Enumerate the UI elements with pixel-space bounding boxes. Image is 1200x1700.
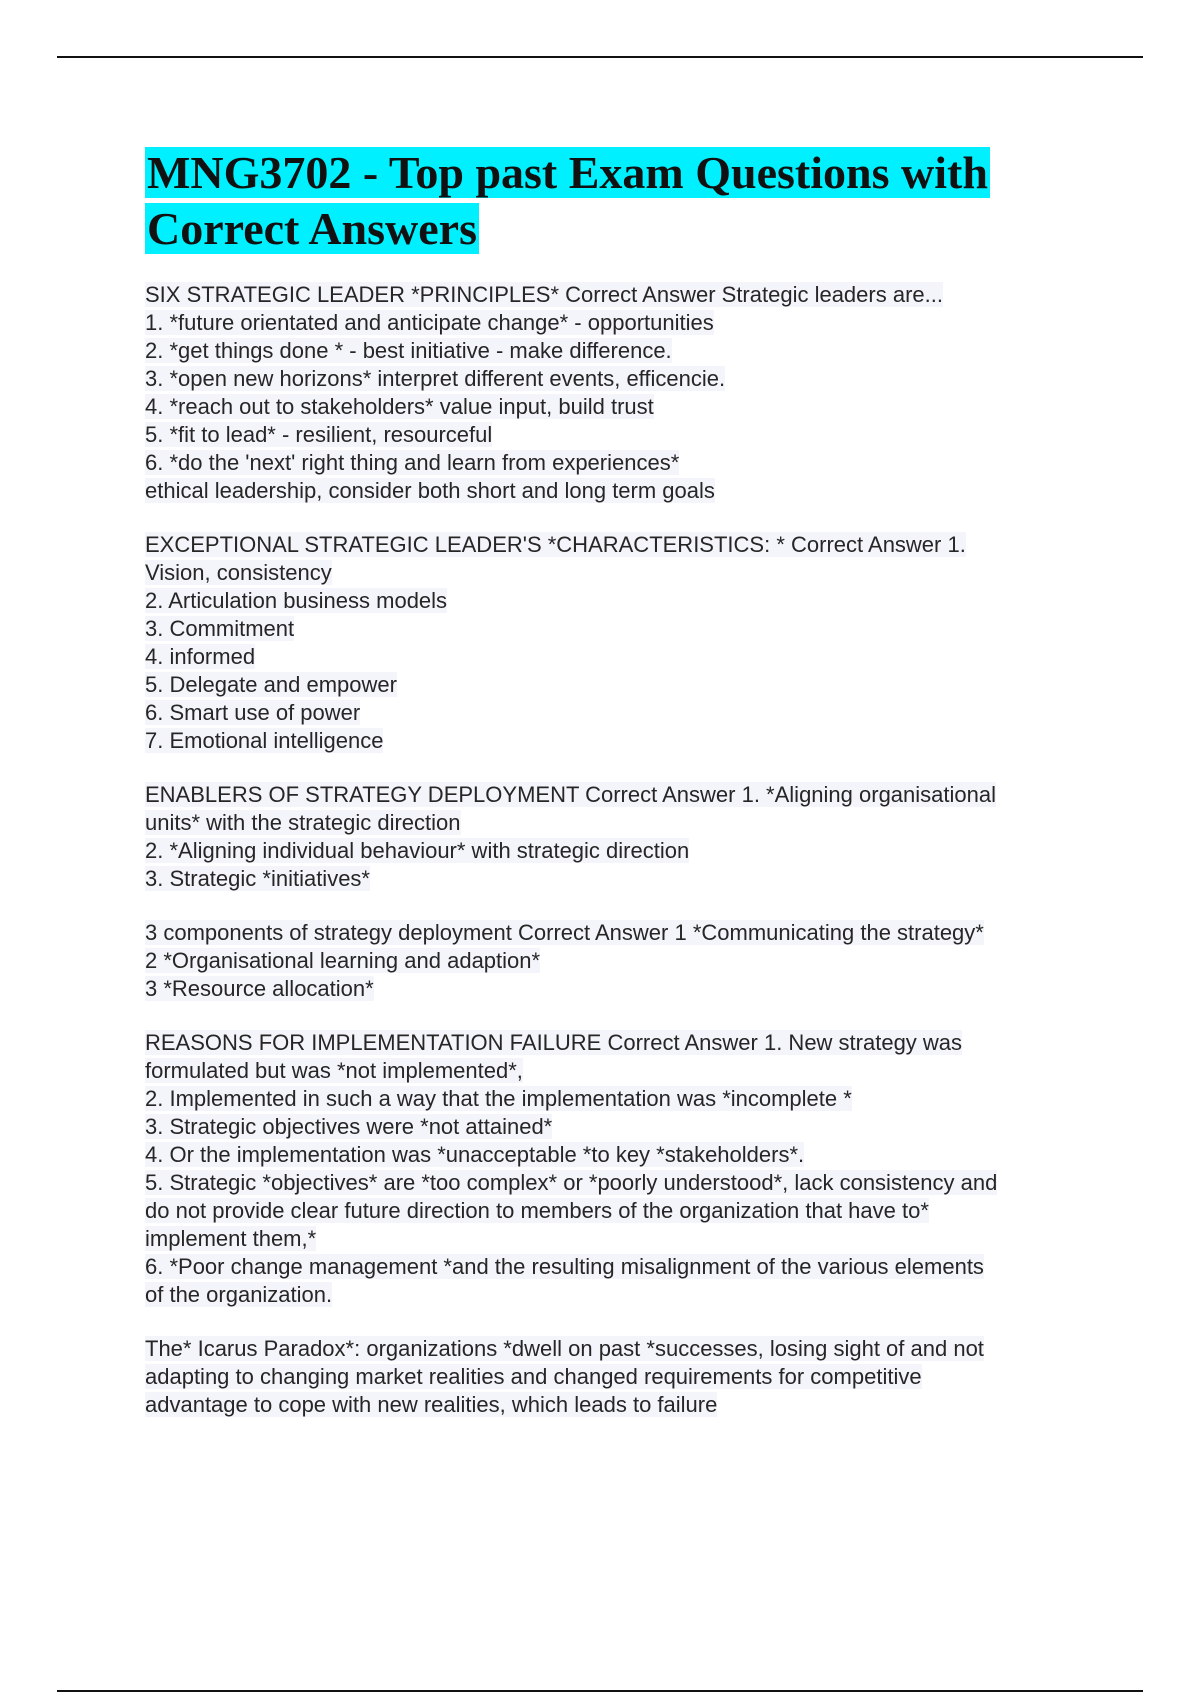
qa-block [145,1029,1085,1309]
qa-answer-line [145,559,1085,587]
qa-block [145,781,1085,893]
qa-answer-line [145,421,1085,449]
qa-block [145,281,1085,505]
qa-line-text: 4. *reach out to stakeholders* value input, build trust [145,394,654,419]
qa-line-text: The* Icarus Paradox*: organizations *dwell on past *successes, losing sight of and not [145,1336,984,1361]
qa-answer-line [145,865,1085,893]
qa-line-text: adapting to changing market realities and changed requirements for competitive [145,1364,922,1389]
qa-answer-line [145,671,1085,699]
qa-line-text: advantage to cope with new realities, which leads to failure [145,1392,718,1417]
qa-line-text: 6. *do the 'next' right thing and learn from experiences* [145,450,680,475]
qa-answer-line [145,1141,1085,1169]
title-line-1: MNG3702 - Top past Exam Questions with [147,147,988,198]
qa-question-line [145,1335,1085,1363]
qa-line-text: 3. Commitment [145,616,295,641]
qa-line-text: 5. Delegate and empower [145,672,397,697]
qa-answer-line [145,975,1085,1003]
question-answer-list [145,281,1085,1419]
qa-answer-line [145,947,1085,975]
qa-line-text: do not provide clear future direction to members of the organization that have to* [145,1198,929,1223]
qa-line-text: 2. *get things done * - best initiative - make difference. [145,338,672,363]
qa-block [145,919,1085,1003]
qa-question-line [145,919,1085,947]
qa-answer-line [145,587,1085,615]
qa-line-text: 4. informed [145,644,256,669]
qa-answer-line [145,1391,1085,1419]
qa-line-text: of the organization. [145,1282,333,1307]
qa-answer-line [145,1197,1085,1225]
qa-line-text: 5. *fit to lead* - resilient, resourceful [145,422,493,447]
qa-answer-line [145,309,1085,337]
qa-question-line [145,281,1085,309]
qa-line-text: SIX STRATEGIC LEADER *PRINCIPLES* Correct Answer Strategic leaders are... [145,282,943,307]
qa-line-text: formulated but was *not implemented*, [145,1058,523,1083]
qa-answer-line [145,1363,1085,1391]
qa-answer-line [145,1169,1085,1197]
qa-line-text: implement them,* [145,1226,317,1251]
qa-answer-line [145,615,1085,643]
qa-line-text: ethical leadership, consider both short and long term goals [145,478,715,503]
top-rule [57,56,1143,58]
qa-line-text: ENABLERS OF STRATEGY DEPLOYMENT Correct Answer 1. *Aligning organisational [145,782,996,807]
qa-line-text: 2. *Aligning individual behaviour* with strategic direction [145,838,690,863]
qa-line-text: 3. *open new horizons* interpret different events, efficencie. [145,366,726,391]
qa-line-text: 1. *future orientated and anticipate change* - opportunities [145,310,714,335]
qa-line-text: units* with the strategic direction [145,810,461,835]
qa-answer-line [145,1253,1085,1281]
qa-answer-line [145,809,1085,837]
qa-answer-line [145,1085,1085,1113]
qa-line-text: 3 components of strategy deployment Correct Answer 1 *Communicating the strategy* [145,920,984,945]
title-line-2: Correct Answers [147,203,477,254]
qa-line-text: 6. *Poor change management *and the resulting misalignment of the various elements [145,1254,984,1279]
qa-line-text: Vision, consistency [145,560,332,585]
qa-line-text: 7. Emotional intelligence [145,728,384,753]
qa-line-text: REASONS FOR IMPLEMENTATION FAILURE Correct Answer 1. New strategy was [145,1030,963,1055]
bottom-rule [57,1690,1143,1692]
qa-answer-line [145,1281,1085,1309]
qa-block [145,1335,1085,1419]
document-title [145,145,1085,257]
qa-line-text: 3. Strategic objectives were *not attained* [145,1114,553,1139]
qa-answer-line [145,1113,1085,1141]
qa-line-text: 2. Articulation business models [145,588,448,613]
qa-answer-line [145,837,1085,865]
qa-line-text: 2 *Organisational learning and adaption* [145,948,541,973]
qa-answer-line [145,393,1085,421]
qa-line-text: EXCEPTIONAL STRATEGIC LEADER'S *CHARACTERISTICS: * Correct Answer 1. [145,532,966,557]
qa-line-text: 6. Smart use of power [145,700,361,725]
qa-line-text: 4. Or the implementation was *unacceptable *to key *stakeholders*. [145,1142,805,1167]
qa-block [145,531,1085,755]
qa-question-line [145,1029,1085,1057]
qa-line-text: 3. Strategic *initiatives* [145,866,370,891]
qa-answer-line [145,643,1085,671]
qa-answer-line [145,365,1085,393]
qa-question-line [145,781,1085,809]
qa-answer-line [145,699,1085,727]
qa-line-text: 2. Implemented in such a way that the implementation was *incomplete * [145,1086,852,1111]
qa-answer-line [145,477,1085,505]
qa-answer-line [145,1225,1085,1253]
qa-answer-line [145,449,1085,477]
document-body [145,145,1085,1445]
qa-question-line [145,531,1085,559]
qa-answer-line [145,727,1085,755]
qa-answer-line [145,1057,1085,1085]
qa-line-text: 5. Strategic *objectives* are *too complex* or *poorly understood*, lack consistency and [145,1170,998,1195]
qa-line-text: 3 *Resource allocation* [145,976,374,1001]
qa-answer-line [145,337,1085,365]
